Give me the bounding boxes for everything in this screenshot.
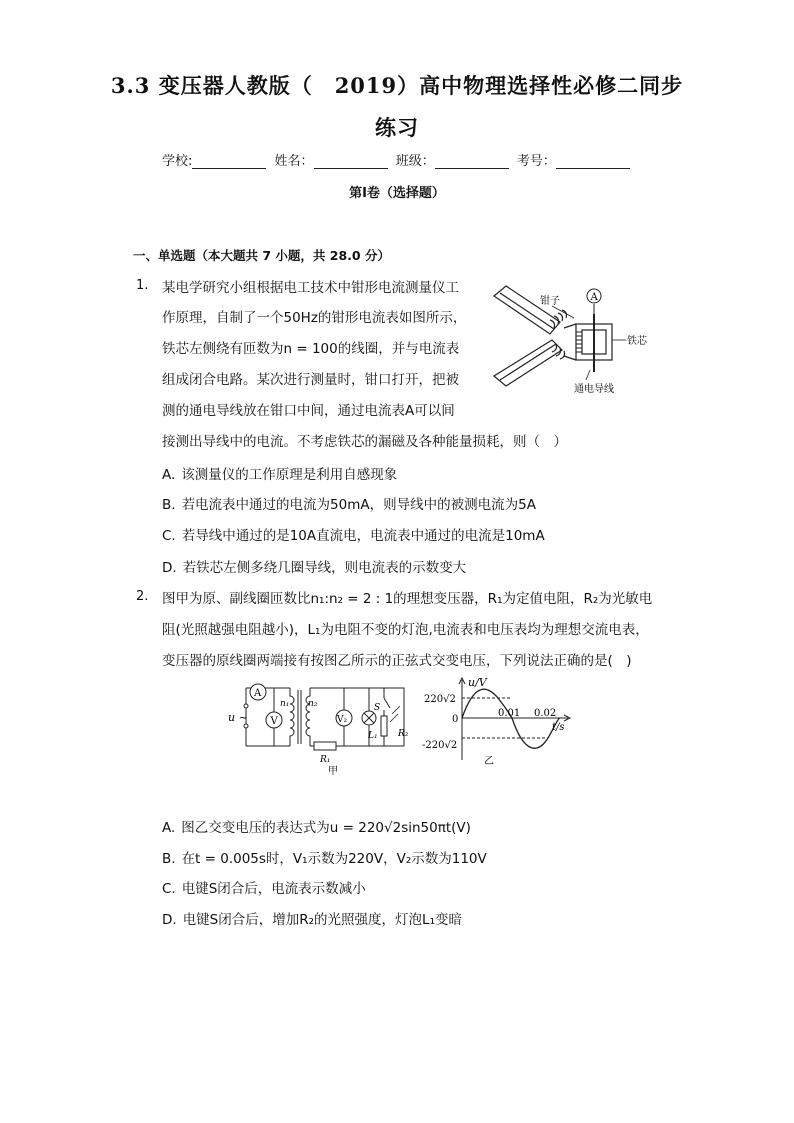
field-class-blank[interactable] bbox=[435, 156, 509, 169]
option-text: 若导线中通过的是10A直流电，电流表中通过的电流是10mA bbox=[181, 528, 545, 544]
t2-label: 0.02 bbox=[534, 708, 557, 719]
q1-option-c[interactable] bbox=[162, 524, 545, 544]
field-class-label: 班级： bbox=[395, 154, 435, 169]
iron-core bbox=[564, 324, 612, 360]
q2-line: 阻(光照越强电阻越小)，L₁为电阻不变的灯泡,电流表和电压表均为理想交流电表， bbox=[162, 622, 649, 638]
voltmeter-v2-label: V₂ bbox=[337, 715, 348, 725]
option-key: D. bbox=[162, 560, 177, 576]
q1-option-d[interactable] bbox=[162, 556, 466, 576]
document-title-line1: 3.3 变压器人教版（ 2019）高中物理选择性必修二同步 bbox=[110, 73, 684, 98]
t1-label: 0.01 bbox=[498, 708, 521, 719]
ammeter-label: A bbox=[254, 688, 262, 699]
clamp-meter-figure bbox=[490, 284, 670, 394]
option-key: B. bbox=[162, 851, 176, 867]
option-key: C. bbox=[162, 528, 176, 544]
q1-option-b[interactable] bbox=[162, 493, 536, 513]
n2-label: n₂ bbox=[308, 699, 318, 709]
q2-option-c[interactable] bbox=[162, 877, 366, 897]
option-key: A. bbox=[162, 467, 176, 483]
q2-option-a[interactable] bbox=[162, 816, 471, 836]
option-text: 电键S闭合后，电流表示数减小 bbox=[181, 881, 366, 897]
field-id-blank[interactable] bbox=[556, 156, 630, 169]
option-key: C. bbox=[162, 881, 176, 897]
q2-line: 变压器的原线圈两端接有按图乙所示的正弦式交变电压，下列说法正确的是( ) bbox=[162, 653, 632, 669]
source-label: u ~ bbox=[228, 711, 248, 724]
caption-jia: 甲 bbox=[328, 766, 338, 776]
q1-line: 组成闭合电路。某次进行测量时，钳口打开，把被 bbox=[162, 372, 459, 388]
x-axis-label: t/s bbox=[552, 722, 565, 733]
option-text: 在t = 0.005s时，V₁示数为220V，V₂示数为110V bbox=[181, 851, 487, 867]
q1-line: 接测出导线中的电流。不考虑铁芯的漏磁及各种能量损耗，则（ ） bbox=[162, 434, 567, 450]
y-axis-label: u/V bbox=[468, 676, 487, 689]
r1-label: R₁ bbox=[320, 755, 331, 765]
option-text: 若电流表中通过的电流为50mA，则导线中的被测电流为5A bbox=[181, 497, 536, 513]
n1-label: n₁ bbox=[280, 699, 290, 709]
option-text: 电键S闭合后，增加R₂的光照强度，灯泡L₁变暗 bbox=[182, 912, 462, 928]
option-key: D. bbox=[162, 912, 177, 928]
caption-yi: 乙 bbox=[484, 756, 494, 767]
field-name-blank[interactable] bbox=[314, 156, 388, 169]
upper-handle bbox=[494, 286, 567, 334]
transformer-circuit-figure bbox=[224, 676, 424, 776]
q1-line: 铁芯左侧绕有匝数为n = 100的线圈，并与电流表 bbox=[162, 341, 460, 357]
q1-number: 1. bbox=[136, 278, 149, 293]
wire-label: 通电导线 bbox=[574, 384, 614, 394]
option-key: B. bbox=[162, 497, 176, 513]
option-key: A. bbox=[162, 820, 176, 836]
field-school-blank[interactable] bbox=[192, 156, 266, 169]
student-info-row bbox=[162, 150, 634, 169]
y-min-label: -220√2 bbox=[422, 740, 458, 751]
q2-option-d[interactable] bbox=[162, 908, 462, 928]
q2-option-b[interactable] bbox=[162, 847, 487, 867]
core-label: 铁芯 bbox=[627, 336, 647, 347]
r2-label: R₂ bbox=[398, 729, 409, 739]
q1-line: 作原理，自制了一个50Hz的钳形电流表如图所示， bbox=[162, 310, 467, 326]
voltage-waveform-figure bbox=[422, 674, 582, 774]
field-id-label: 考号： bbox=[516, 154, 556, 169]
q2-line: 图甲为原、副线圈匝数比n₁:n₂ = 2 : 1的理想变压器，R₁为定值电阻，R₂为光敏电 bbox=[162, 591, 653, 607]
meter-label: A bbox=[590, 292, 598, 303]
q1-line: 测的通电导线放在钳口中间，通过电流表A可以间 bbox=[162, 403, 455, 419]
section-heading: 一、单选题（本大题共 7 小题，共 28.0 分） bbox=[133, 248, 390, 263]
lower-handle bbox=[494, 340, 565, 386]
clamp-label: 钳子 bbox=[540, 296, 560, 307]
document-title-line2: 练习 bbox=[375, 115, 419, 140]
q1-line: 某电学研究小组根据电工技术中钳形电流测量仪工 bbox=[162, 280, 459, 296]
q1-option-a[interactable] bbox=[162, 463, 397, 483]
field-school-label: 学校: bbox=[162, 154, 193, 169]
option-text: 图乙交变电压的表达式为u = 220√2sin50πt(V) bbox=[181, 820, 471, 836]
l1-label: L₁ bbox=[368, 731, 378, 741]
q2-number: 2. bbox=[136, 589, 149, 604]
option-text: 该测量仪的工作原理是利用自感现象 bbox=[181, 467, 398, 483]
y-max-label: 220√2 bbox=[424, 694, 456, 705]
switch-label: S bbox=[374, 703, 381, 713]
voltmeter-v1-label: V bbox=[270, 716, 278, 727]
field-name-label: 姓名： bbox=[274, 154, 314, 169]
option-text: 若铁芯左侧多绕几圈导线，则电流表的示数变大 bbox=[182, 560, 467, 576]
zero-label: 0 bbox=[452, 714, 459, 725]
volume-heading: 第I卷（选择题） bbox=[349, 186, 445, 201]
